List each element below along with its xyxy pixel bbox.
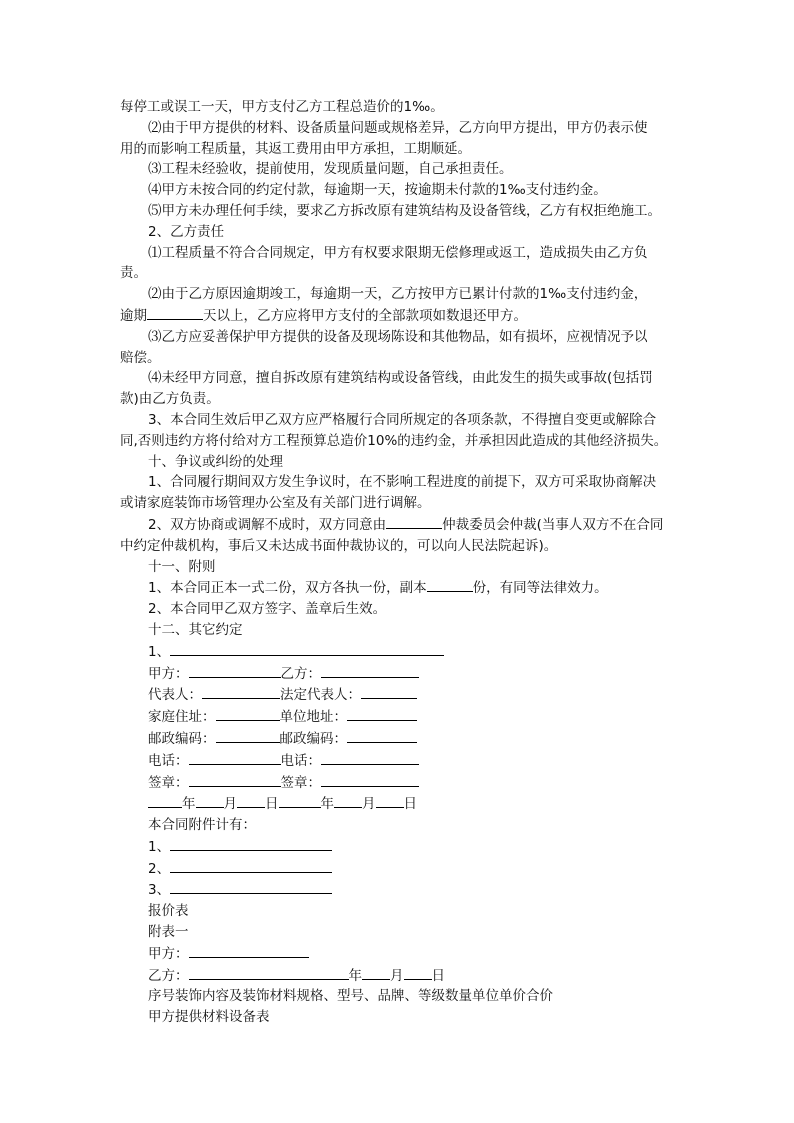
clause-penalty-delay: 每停工或误工一天，甲方支付乙方工程总造价的1‰。 [120,99,444,115]
day-a-blank [237,793,265,808]
postcode-b-blank [347,728,417,743]
phone-a-label: 电话： [148,752,189,769]
year-b-blank [279,793,321,808]
day-b-blank [376,793,404,808]
party-b-blank [321,663,419,678]
month-b-blank [334,793,362,808]
clause-4: ⑷甲方未按合同的约定付款，每逾期一天，按逾期未付款的1‰支付违约金。 [148,182,607,199]
postcode-row [120,728,690,750]
seal-a-blank [189,772,281,787]
other-item-1-blank [170,641,444,656]
clause-2-line1: ⑵由于甲方提供的材料、设备质量问题或规格差异，乙方向甲方提出，甲方仍表示使 [148,119,648,136]
unit-addr-blank [347,706,417,721]
year-a-blank [148,793,182,808]
rep-blank [202,684,280,699]
b-clause-1-line2: 责。 [120,265,147,282]
seal-a-label: 签章： [148,774,189,791]
table-party-a-row [120,943,690,965]
month-a-blank [196,793,224,808]
appendix-1 [120,577,690,599]
day-b-label: 日 [403,796,417,813]
table-party-b-label: 乙方： [148,967,189,984]
heading-other: 十二、其它约定 [148,621,243,638]
month-b-label: 月 [362,796,376,813]
arbitration-blank [386,514,442,529]
table-month-blank [362,965,390,980]
days-blank [147,305,203,320]
postcode-a-blank [216,728,280,743]
clause-3-effect-line1: 3、本合同生效后甲乙双方应严格履行合同所规定的各项条款，不得擅自变更或解除合 [148,411,657,428]
clause-3: ⑶工程未经验收，提前使用，发现质量问题，自己承担责任。 [148,161,513,178]
attachments-intro: 本合同附件计有： [148,817,256,834]
rep-label: 代表人： [148,687,202,704]
date-row [120,793,690,815]
rep-row [120,684,690,706]
b-clause-3-line1: ⑶乙方应妥善保护甲方提供的设备及现场陈设和其他物品，如有损坏，应视情况予以 [148,328,648,345]
supply-table-title: 甲方提供材料设备表 [148,1009,270,1026]
attachment-2-blank [170,858,332,873]
table-day-label: 日 [431,967,445,984]
table-party-b-row [120,965,690,987]
dispute-1-line1: 1、合同履行期间双方发生争议时，在不影响工程进度的前提下，双方可采取协商解决 [148,474,657,491]
table-1-title: 附表一 [148,924,189,941]
party-row [120,663,690,685]
legal-rep-label: 法定代表人： [280,687,361,704]
address-row [120,706,690,728]
home-addr-label: 家庭住址： [148,709,216,726]
heading-appendix: 十一、附则 [148,558,216,575]
dispute-2-suffix: 仲裁委员会仲裁(当事人双方不在合同 [442,516,664,533]
attachment-2 [120,858,690,880]
postcode-b-label: 邮政编码： [279,730,347,747]
seal-b-blank [321,772,419,787]
dispute-2-line1 [120,514,690,536]
b-clause-2-prefix: 逾期 [120,307,147,324]
party-b-label: 乙方： [280,665,321,682]
attachment-3 [120,879,690,901]
attachment-2-label: 2、 [148,860,171,877]
home-addr-blank [216,706,280,721]
legal-rep-blank [361,684,417,699]
table-party-a-label: 甲方： [148,945,189,962]
dispute-1-line2: 或请家庭装饰市场管理办公室及有关部门进行调解。 [120,495,431,512]
phone-b-blank [321,750,419,765]
seal-row [120,772,690,794]
other-item-1 [120,641,690,663]
party-a-blank [189,663,281,678]
clause-3-effect-line2: 同,否则违约方将付给对方工程预算总造价10%的违约金，并承担因此造成的其他经济损失。 [120,432,668,449]
heading-dispute: 十、争议或纠纷的处理 [148,453,283,470]
b-clause-4-line2: 款)由乙方负责。 [120,391,220,408]
appendix-2: 2、本合同甲乙双方签字、盖章后生效。 [148,601,387,618]
phone-a-blank [189,750,281,765]
party-a-label: 甲方： [148,665,189,682]
table-party-b-blank [189,965,349,980]
signature-form [120,641,690,1028]
other-item-1-label: 1、 [148,643,171,660]
table-day-blank [404,965,432,980]
attachment-1-label: 1、 [148,838,171,855]
appendix-1-prefix: 1、本合同正本一式二份，双方各执一份，副本 [148,580,427,597]
month-a-label: 月 [223,796,237,813]
attachment-3-label: 3、 [148,882,171,899]
clause-2-line2: 用的而影响工程质量，其返工费用由甲方承担，工期顺延。 [120,140,471,157]
table-party-a-blank [189,943,309,958]
b-clause-3-line2: 赔偿。 [120,349,161,366]
b-clause-2-line1: ⑵由于乙方原因逾期竣工，每逾期一天，乙方按甲方已累计付款的1‰支付违约金， [148,286,648,303]
b-clause-1-line1: ⑴工程质量不符合合同规定，甲方有权要求限期无偿修理或返工，造成损失由乙方负 [148,244,648,261]
dispute-2-prefix: 2、双方协商或调解不成时，双方同意由 [148,516,387,533]
year-a-label: 年 [182,796,196,813]
seal-b-label: 签章： [280,774,321,791]
appendix-1-suffix: 份，有同等法律效力。 [472,580,608,597]
attachment-1 [120,836,690,858]
table-year-label: 年 [348,967,362,984]
clause-5: ⑸甲方未办理任何手续，要求乙方拆改原有建筑结构及设备管线，乙方有权拒绝施工。 [148,202,661,219]
postcode-a-label: 邮政编码： [148,730,216,747]
contract-body [120,97,690,1028]
attachment-1-blank [170,836,332,851]
copies-blank [427,577,473,592]
table-month-label: 月 [390,967,404,984]
dispute-2-line2: 中约定仲裁机构，事后又未达成书面仲裁协议的，可以向人民法院起诉)。 [120,537,558,554]
b-clause-2-suffix: 天以上，乙方应将甲方支付的全部款项如数退还甲方。 [203,307,527,324]
unit-addr-label: 单位地址： [279,709,347,726]
b-clause-4-line1: ⑷未经甲方同意，擅自拆改原有建筑结构或设备管线，由此发生的损失或事故(包括罚 [148,370,653,387]
quote-title: 报价表 [148,903,189,920]
b-clause-2-line2 [120,305,690,327]
phone-b-label: 电话： [280,752,321,769]
heading-party-b-duty: 2、乙方责任 [148,223,225,240]
phone-row [120,750,690,772]
attachment-3-blank [170,879,332,894]
day-a-label: 日 [265,796,279,813]
table-columns: 序号装饰内容及装饰材料规格、型号、品牌、等级数量单位单价合价 [148,988,553,1005]
year-b-label: 年 [320,796,334,813]
